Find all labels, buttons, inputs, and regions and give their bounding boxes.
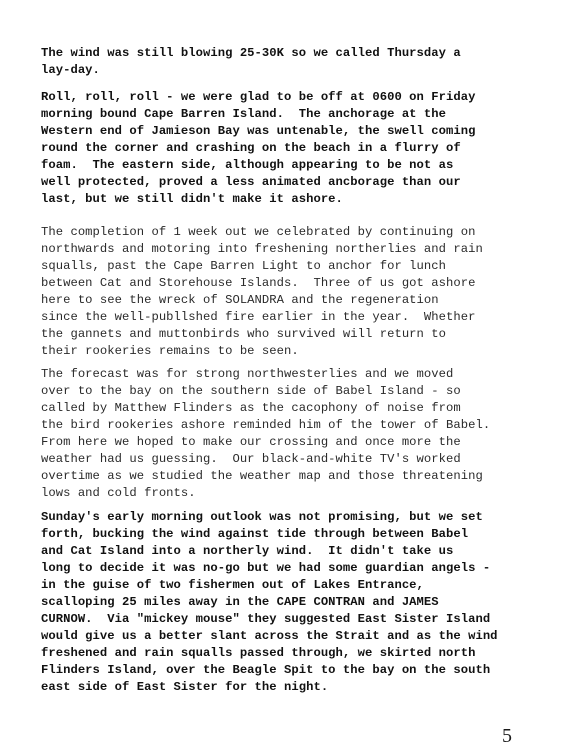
text-line: overtime as we studied the weather map and those threatening: [41, 469, 483, 483]
text-line: From here we hoped to make our crossing and once more the: [41, 435, 461, 449]
text-line: between Cat and Storehouse Islands. Three of us got ashore: [41, 276, 476, 290]
text-line: long to decide it was no-go but we had some guardian angels -: [41, 561, 491, 575]
text-line: Sunday's early morning outlook was not promising, but we set: [41, 510, 483, 524]
text-line: and Cat Island into a northerly wind. It didn't take us: [41, 544, 454, 558]
text-line: The forecast was for strong northwesterlies and we moved: [41, 367, 454, 381]
text-line: Western end of Jamieson Bay was untenable, the swell coming: [41, 124, 476, 138]
text-line: foam. The eastern side, although appearing to be not as: [41, 158, 454, 172]
text-line: would give us a better slant across the Strait and as the wind: [41, 629, 498, 643]
text-line: The completion of 1 week out we celebrated by continuing on: [41, 225, 476, 239]
text-line: since the well-publlshed fire earlier in the year. Whether: [41, 310, 476, 324]
text-line: well protected, proved a less animated ancborage than our: [41, 175, 461, 189]
text-line: last, but we still didn't make it ashore.: [41, 192, 343, 206]
text-line: here to see the wreck of SOLANDRA and the regeneration: [41, 293, 439, 307]
text-line: east side of East Sister for the night.: [41, 680, 329, 694]
text-line: their rookeries remains to be seen.: [41, 344, 299, 358]
text-line: northwards and motoring into freshening northerlies and rain: [41, 242, 483, 256]
text-line: Flinders Island, over the Beagle Spit to the bay on the south: [41, 663, 491, 677]
text-line: called by Matthew Flinders as the cacophony of noise from: [41, 401, 461, 415]
text-line: CURNOW. Via "mickey mouse" they suggested East Sister Island: [41, 612, 491, 626]
text-line: lay-day.: [41, 63, 100, 77]
text-line: forth, bucking the wind against tide through between Babel: [41, 527, 469, 541]
page-number: 5: [502, 725, 512, 747]
text-line: round the corner and crashing on the beach in a flurry of: [41, 141, 461, 155]
text-line: over to the bay on the southern side of Babel Island - so: [41, 384, 461, 398]
text-line: morning bound Cape Barren Island. The anchorage at the: [41, 107, 447, 121]
text-line: scalloping 25 miles away in the CAPE CONTRAN and JAMES: [41, 595, 439, 609]
text-line: Roll, roll, roll - we were glad to be off at 0600 on Friday: [41, 90, 476, 104]
text-line: The wind was still blowing 25-30K so we called Thursday a: [41, 46, 461, 60]
text-line: squalls, past the Cape Barren Light to anchor for lunch: [41, 259, 447, 273]
text-line: in the guise of two fishermen out of Lakes Entrance,: [41, 578, 424, 592]
text-line: weather had us guessing. Our black-and-white TV's worked: [41, 452, 461, 466]
text-line: lows and cold fronts.: [41, 486, 196, 500]
text-line: the bird rookeries ashore reminded him of the tower of Babel.: [41, 418, 491, 432]
text-line: the gannets and muttonbirds who survived will return to: [41, 327, 447, 341]
text-line: freshened and rain squalls passed through, we skirted north: [41, 646, 476, 660]
